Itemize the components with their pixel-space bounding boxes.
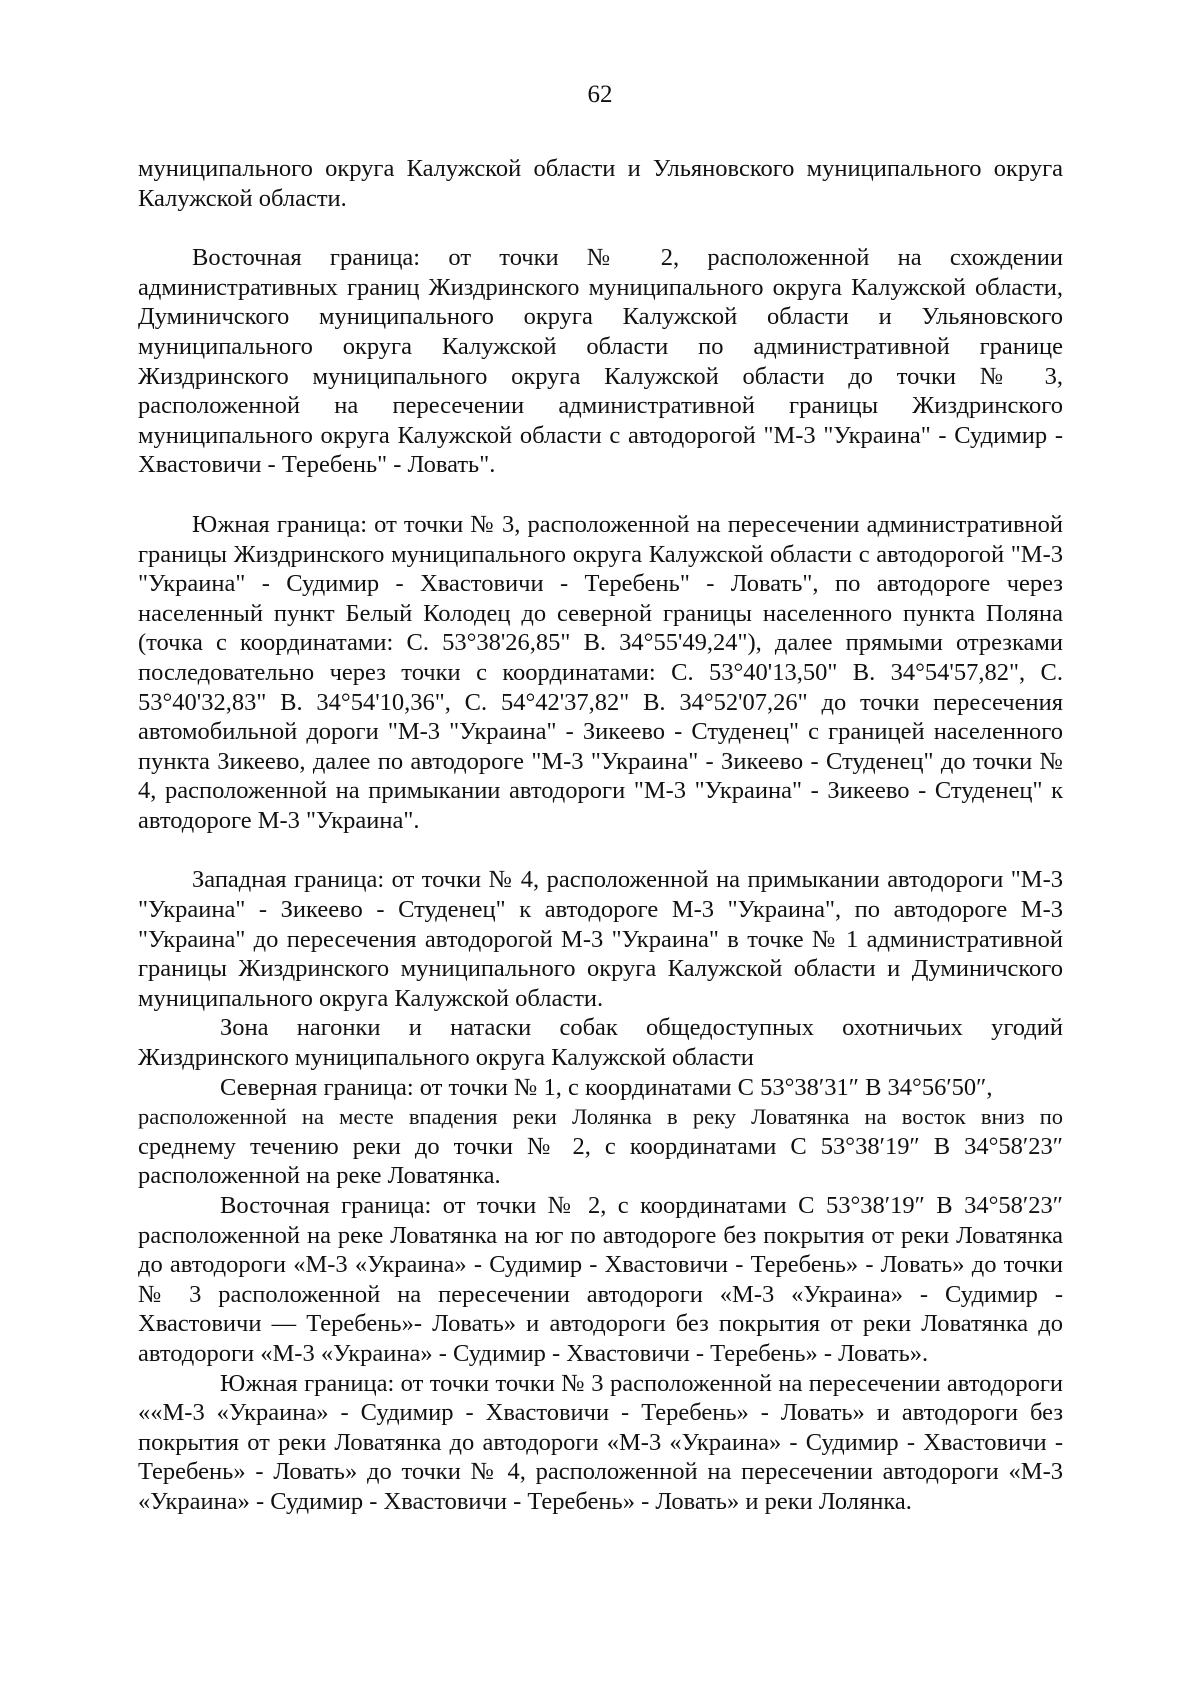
paragraph-western-border: Западная граница: от точки № 4, расположенной на примыкании автодороги "М-3 "Украина" - Зикеево - Студенец" к автодороге М-3 "Украина", по автодороге М-3 "Украина" до пересечения автодорогой М-3 "Украина" в точке № 1 административной границы Жиздринского муниципального округа Калужской области и Думиничского муниципального округа Калужской области. <box>138 866 1063 1012</box>
paragraph-zone-southern-border: Южная граница: от точки точки № 3 расположенной на пересечении автодороги ««М-3 «Украина» - Судимир - Хвастовичи - Теребень» - Ловать» и автодороги без покрытия от реки Ловатянка до автодороги «М-3 «Украина» - Судимир - Хвастовичи - Теребень» - Ловать» до точки № 4, расположенной на пересечении автодороги «М-3 «Украина» - Судимир - Хвастовичи - Теребень» - Ловать» и реки Лолянка. <box>138 1369 1063 1515</box>
paragraph-zone-eastern-border: Восточная граница: от точки № 2, с координатами С 53°38′19″ В 34°58′23″ расположенной на реке Ловатянка на юг по автодороге без покрытия от реки Ловатянка до автодороги «М-3 «Украина» - Судимир - Хвастовичи - Теребень» - Ловать» до точки № 3 расположенной на пересечении автодороги «М-3 «Украина» - Судимир - Хвастовичи — Теребень»- Ловать» и автодороги без покрытия от реки Ловатянка до автодороги «М-3 «Украина» - Судимир - Хвастовичи - Теребень» - Ловать». <box>138 1192 1063 1367</box>
paragraph-southern-border: Южная граница: от точки № 3, расположенной на пересечении административной границы Жиздринского муниципального округа Калужской области с автодорогой "М-3 "Украина" - Судимир - Хвастовичи - Теребень" - Ловать", по автодороге через населенный пункт Белый Колодец до северной границы населенного пункта Поляна (точка с координатами: С. 53°38'26,85" В. 34°55'49,24"), далее прямыми отрезками последовательно через точки с координатами: С. 53°40'13,50" В. 34°54'57,82", С. 53°40'32,83" В. 34°54'10,36", С. 54°42'37,82" В. 34°52'07,26" до точки пересечения автомобильной дороги "М-3 "Украина" - Зикеево - Студенец" с границей населенного пункта Зикеево, далее по автодороге "М-3 "Украина" - Зикеево - Студенец" до точки № 4, расположенной на примыкании автодороги "М-3 "Украина" - Зикеево - Студенец" к автодороге М-3 "Украина". <box>138 510 1063 834</box>
document-body <box>138 154 1063 1517</box>
paragraph-eastern-border: Восточная граница: от точки № 2, расположенной на схождении административных границ Жиздринского муниципального округа Калужской области, Думиничского муниципального округа Калужской области и Ульяновского муниципального округа Калужской области по административной границе Жиздринского муниципального округа Калужской области до точки № 3, расположенной на пересечении административной границы Жиздринского муниципального округа Калужской области с автодорогой "М-3 "Украина" - Судимир - Хвастовичи - Теребень" - Ловать". <box>138 244 1063 479</box>
paragraph-zone-northern-border-small: расположенной на месте впадения реки Лолянка в реку Ловатянка на восток вниз по <box>138 1104 1063 1130</box>
paragraph-zone-title: Зона нагонки и натаски собак общедоступных охотничьих угодий Жиздринского муниципального округа Калужской области <box>138 1014 1063 1072</box>
paragraph-zone-northern-border-end: среднему течению реки до точки № 2, с координатами С 53°38′19″ В 34°58′23″ расположенной на реке Ловатянка. <box>138 1132 1063 1190</box>
paragraph-continuation: муниципального округа Калужской области и Ульяновского муниципального округа Калужской области. <box>138 155 1063 212</box>
page-number: 62 <box>587 81 613 108</box>
paragraph-zone-northern-border: Северная граница: от точки № 1, с координатами С 53°38′31″ В 34°56′50″, <box>220 1073 993 1101</box>
